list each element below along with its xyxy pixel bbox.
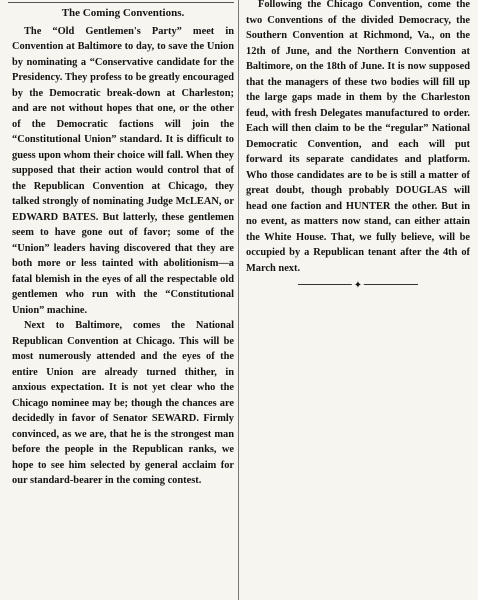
top-rule: [8, 2, 234, 3]
column-divider: [238, 0, 239, 600]
paragraph-democratic-conventions: Following the Chicago Convention, come the two Conventions of the divided Democracy, the Southern Convention at Richmond, Va., on the 12th of June, and the Northern Convention at Baltimore, on the 18th of June. It is now supposed that the managers of these two bodies will fill up the large gaps made in them by the Charleston feud, with fresh Delegates manufactured to order. Each will then claim to be the “regular” National Democratic Convention, and each will put forward its separate candidates and platform. Who those candidates are to be is still a matter of great doubt, though probably DOUGLAS will head one faction and HUNTER the other. But in no event, as matters now stand, can either attain the White House. That, we fully believe, will be occupied by a Republican tenant after the 4th of March next.: [246, 0, 470, 274]
right-column: [246, 0, 470, 292]
article-title: The Coming Conventions.: [61, 7, 185, 19]
paragraph-baltimore-union: The “Old Gentlemen's Party” meet in Convention at Baltimore to day, to save the Union by nominating a “Conservative candidate for the Presidency. They profess to be greatly encouraged by the Democratic break-down at Charleston; and are not without hopes that one, or the other of the Democratic factions will join the “Constitutional Union” standard. It is difficult to guess upon whom their choice will fall. When they supposed that their action would control that of the Republican Convention at Chicago, they talked strongly of nominating Judge McLEAN, or EDWARD BATES. But latterly, these gentlemen seem to have gone out of favor; some of the “Union” leaders having discovered that they are both more or less tainted with abolitionism—a fatal blemish in the eyes of all the respectable old gentlemen who run with the “Constitutional Union” machine.: [12, 25, 234, 316]
left-column: [12, 6, 234, 489]
section-separator: [246, 278, 470, 292]
paragraph-chicago-republican: Next to Baltimore, comes the National Republican Convention at Chicago. This will be most numerously attended and the eyes of the entire Union are already turned thither, in anxious expectation. It is not yet clear who the Chicago nominee may be; though the chances are decidedly in favor of Senator SEWARD. Firmly convinced, as we are, that he is the strongest man before the people in the Republican ranks, we hope to see him selected by general acclaim for our standard-bearer in the coming contest.: [12, 320, 234, 486]
separator-ornament-icon: ✦: [352, 278, 364, 294]
